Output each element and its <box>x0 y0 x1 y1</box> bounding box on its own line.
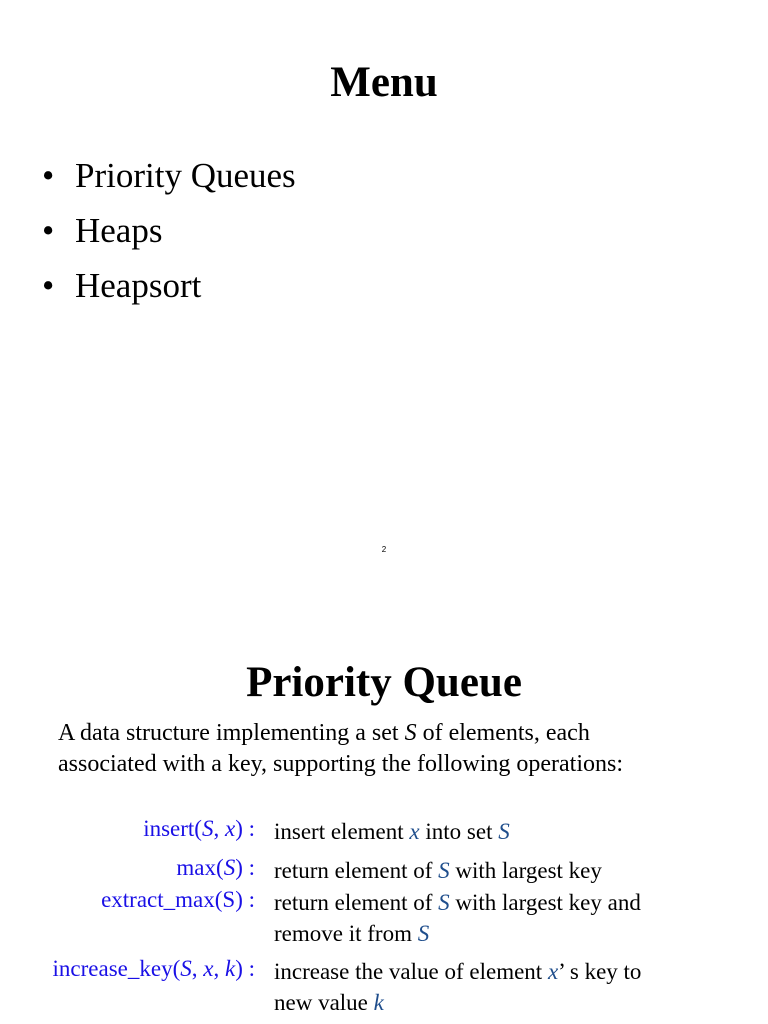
operation-desc-max <box>274 855 602 886</box>
slide-title: Priority Queue <box>246 659 522 706</box>
op-text: insert( <box>143 816 202 841</box>
op-text: extract_max(S) : <box>101 887 255 912</box>
operation-name-max <box>176 855 255 881</box>
desc-text: return element of <box>274 858 439 883</box>
op-var: S <box>180 956 192 981</box>
op-text: ) : <box>235 855 255 880</box>
desc-text: remove it from <box>274 921 418 946</box>
operation-desc-extract-max <box>274 887 641 949</box>
bullet-dot: • <box>42 211 55 250</box>
desc-var: x <box>409 819 420 844</box>
operation-name-increase-key <box>53 956 255 982</box>
op-var: S <box>223 855 236 880</box>
desc-var: S <box>498 819 510 844</box>
op-text: increase_key( <box>52 956 181 981</box>
intro-text: A data structure implementing a set <box>58 720 405 746</box>
bullet-dot: • <box>42 266 55 305</box>
intro-text-line2: associated with a key, supporting the following operations: <box>58 751 623 777</box>
operation-desc-insert <box>274 816 510 847</box>
desc-var: S <box>417 921 430 946</box>
bullet-item <box>42 148 296 203</box>
op-text: , <box>213 956 225 981</box>
op-text: , <box>213 816 225 841</box>
bullet-text: Priority Queues <box>75 156 296 195</box>
op-var: x <box>224 816 236 841</box>
desc-text: with largest key <box>449 858 602 883</box>
operation-desc-increase-key <box>274 956 641 1018</box>
desc-var: x <box>547 959 559 984</box>
desc-var: S <box>438 890 450 915</box>
intro-paragraph <box>58 718 738 780</box>
intro-var-s: S <box>404 720 417 746</box>
desc-text: increase the value of element <box>274 959 548 984</box>
bullet-item <box>42 258 296 313</box>
operation-name-insert <box>143 816 255 842</box>
slide-priority-queue <box>0 600 768 1024</box>
desc-text: return element of <box>274 890 439 915</box>
desc-var: S <box>438 858 450 883</box>
op-var: x <box>203 956 214 981</box>
bullet-text: Heapsort <box>75 266 202 305</box>
op-var: S <box>201 816 214 841</box>
desc-text: with largest key and <box>449 890 641 915</box>
desc-text: ’ s key to <box>558 959 642 984</box>
intro-text: of elements, each <box>416 720 590 746</box>
operation-name-extract-max <box>101 887 255 913</box>
op-text: ) : <box>235 956 255 981</box>
desc-text: insert element <box>274 819 410 844</box>
desc-var: k <box>373 990 384 1015</box>
op-text: , <box>191 956 204 981</box>
op-text: max( <box>176 855 224 880</box>
bullet-list <box>42 148 296 313</box>
op-var: k <box>224 956 236 981</box>
bullet-text: Heaps <box>75 211 163 250</box>
desc-text: into set <box>419 819 499 844</box>
page-number: 2 <box>381 545 387 554</box>
desc-text: new value <box>274 990 374 1015</box>
bullet-dot: • <box>42 156 55 195</box>
op-text: ) : <box>235 816 255 841</box>
slide-title: Menu <box>330 59 438 106</box>
bullet-item <box>42 203 296 258</box>
